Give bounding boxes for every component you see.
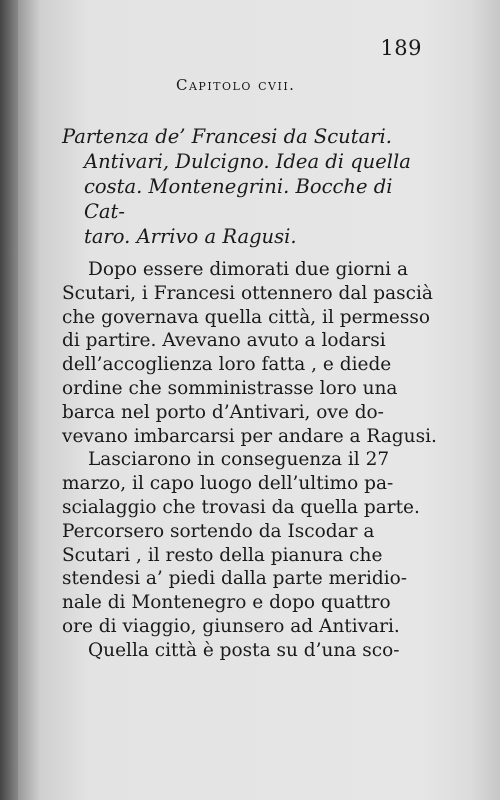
text-line: vevano imbarcarsi per andare a Ragusi. [62, 425, 437, 447]
text-line: ordine che somministrasse loro una [62, 377, 398, 399]
body-text [62, 258, 442, 663]
text-line: Scutari , il resto della pianura che [62, 544, 383, 566]
text-line: stendesi a’ piedi dalla parte meridio- [62, 568, 408, 590]
chapter-heading: Capitolo cvii. [176, 76, 296, 94]
chapter-summary [62, 124, 432, 249]
text-line: scialaggio che trovasi da quella parte. [62, 496, 420, 518]
text-line: Lasciarono in conseguenza il 27 [88, 449, 390, 471]
summary-line: Partenza de’ Francesi da Scutari. [62, 125, 392, 148]
text-line: Percorsero sortendo da Iscodar a [62, 520, 375, 542]
text-line: dell’accoglienza loro fatta , e diede [62, 354, 392, 376]
text-line: marzo, il capo luogo dell’ultimo pa- [62, 473, 394, 495]
text-line: ore di viaggio, giunsero ad Antivari. [62, 615, 400, 637]
text-line: Scutari, i Francesi ottennero dal pascià [62, 282, 433, 304]
text-line: barca nel porto d’Antivari, ove do- [62, 401, 384, 423]
summary-line: taro. Arrivo a Ragusi. [84, 225, 297, 248]
text-line: Dopo essere dimorati due giorni a [88, 259, 409, 280]
book-spine-shadow [0, 0, 18, 800]
text-line: nale di Montenegro e dopo quattro [62, 592, 391, 614]
text-line: di partire. Avevano avuto a lodarsi [62, 330, 386, 352]
text-line: che governava quella città, il permesso [62, 306, 430, 328]
text-line: Quella città è posta su d’una sco- [88, 639, 400, 661]
summary-line: Antivari, Dulcigno. Idea di quella [84, 150, 411, 173]
page-number: 189 [380, 36, 422, 60]
summary-line: costa. Montenegrini. Bocche di Cat- [84, 175, 393, 223]
